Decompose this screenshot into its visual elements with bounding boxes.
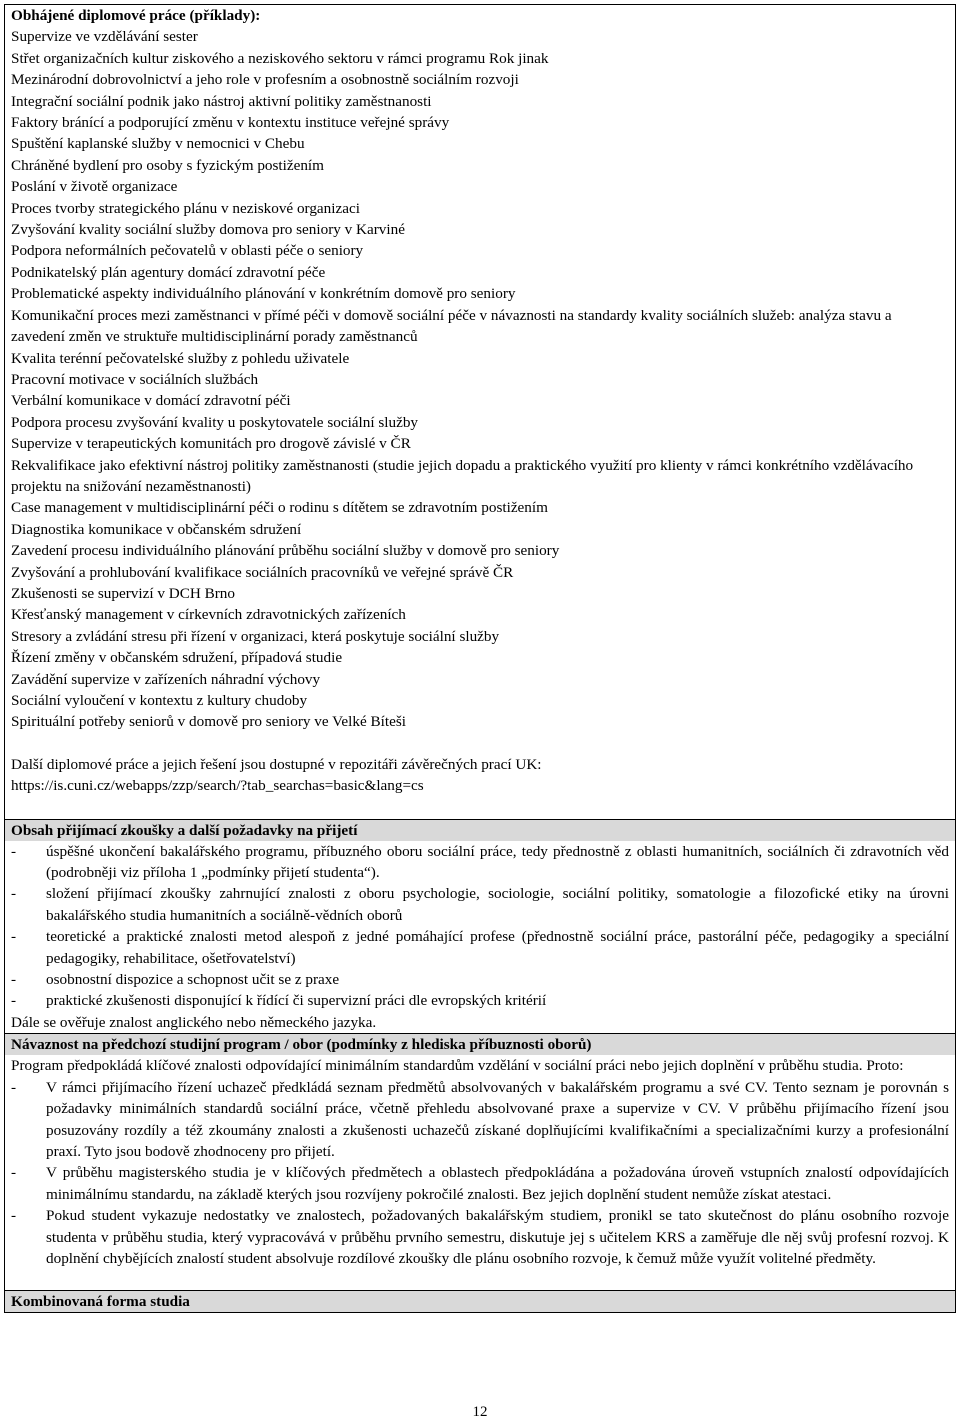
bullet-dash: - — [11, 1078, 17, 1096]
thesis-title: Komunikační proces mezi zaměstnanci v přímé péči v domově sociální péče v návaznosti na standardy kvality sociálních služeb: analýza stavu a zavedení změn ve struktuře multidisciplinární porady zaměstnanců — [11, 306, 892, 346]
bullet-text: praktické zkušenosti disponující k řídící či supervizní práci dle evropských kritérií — [46, 992, 547, 1010]
theses-list — [11, 26, 949, 732]
continuity-intro: Program předpokládá klíčové znalosti odpovídající minimálním standardům vzdělání v sociální práci nebo jejich doplnění v průběhu studia. Proto: — [11, 1057, 904, 1075]
thesis-title: Podpora neformálních pečovatelů v oblasti péče o seniory — [11, 242, 364, 260]
bullet-dash: - — [11, 1164, 17, 1182]
defended-theses-cell — [5, 5, 955, 819]
bullet-dash: - — [11, 971, 17, 989]
thesis-title: Integrační sociální podnik jako nástroj aktivní politiky zaměstnanosti — [11, 92, 432, 110]
thesis-title: Diagnostika komunikace v občanském sdružení — [11, 520, 302, 538]
continuity-point — [11, 1162, 949, 1205]
thesis-title: Supervize ve vzdělávání sester — [11, 28, 198, 46]
thesis-title: Pracovní motivace v sociálních službách — [11, 370, 259, 388]
thesis-title: Zvyšování kvality sociální služby domova pro seniory v Karviné — [11, 221, 405, 239]
thesis-title: Rekvalifikace jako efektivní nástroj politiky zaměstnanosti (studie jejich dopadu a praktického využití pro klienty v rámci konkrétního vzdělávacího projektu na snižování nezaměstnanosti) — [11, 456, 914, 495]
thesis-title: Podpora procesu zvyšování kvality u poskytovatele sociální služby — [11, 413, 419, 431]
thesis-title: Supervize v terapeutických komunitách pro drogově závislé v ČR — [11, 435, 411, 453]
admission-requirement — [11, 841, 949, 884]
bullet-text: Pokud student vykazuje nedostatky ve znalostech, požadovaných bakalářským studiem, pronikl se tato skutečnost do plánu osobního rozvoje studenta v průběhu studia, který vypracovává v průběhu prvního semestru, diskutuje jej s učitelem KRS a zaměřuje dle něj svůj profesní rozvoj. K doplnění chybějících znalostí student absolvuje rozdílové zkoušky dle plánu osobního rozvoje, k čemuž může využít volitelné předměty. — [46, 1207, 949, 1267]
continuity-bullets — [11, 1077, 949, 1270]
document-page — [4, 4, 956, 1313]
thesis-title: Sociální vyloučení v kontextu z kultury chudoby — [11, 692, 308, 709]
thesis-title: Křesťanský management v církevních zdravotnických zařízeních — [11, 606, 406, 624]
document-table — [4, 4, 956, 1313]
bullet-dash: - — [11, 1207, 17, 1225]
language-requirement: Dále se ověřuje znalost anglického nebo německého jazyka. — [11, 1013, 377, 1031]
bullet-text: V průběhu magisterského studia je v klíčových předmětech a oblastech předpokládána a požadována úroveň vstupních znalostí odpovídajících minimálnímu standardu, na základě kterých jsou rozvíjeny pokročilé znalosti. Bez jejich doplnění student nemůže získat atestaci. — [46, 1164, 949, 1203]
page-number: 12 — [472, 1404, 488, 1420]
bullet-text: složení přijímací zkoušky zahrnující znalosti z oboru psychologie, sociologie, sociální politiky, somatologie a filozofické etiky na úrovni bakalářského studia humanitních a sociálně-vědních oborů — [46, 885, 949, 924]
repository-link[interactable]: https://is.cuni.cz/webapps/zzp/search/?tab_searchas=basic&lang=cs — [11, 777, 424, 795]
admission-requirement — [11, 883, 949, 926]
thesis-title: Case management v multidisciplinární péči o rodinu s dítětem se zdravotním postižením — [11, 499, 548, 517]
thesis-title: Spuštění kaplanské služby v nemocnici v Chebu — [11, 135, 305, 153]
admission-requirement — [11, 990, 949, 1011]
continuity-point — [11, 1205, 949, 1269]
thesis-title: Podnikatelský plán agentury domácí zdravotní péče — [11, 263, 326, 281]
thesis-title: Mezinárodní dobrovolnictví a jeho role v profesním a osobnostně sociálním rozvoji — [11, 71, 519, 89]
thesis-title: Chráněné bydlení pro osoby s fyzickým postižením — [11, 156, 324, 174]
thesis-title: Stresory a zvládání stresu při řízení v organizaci, která poskytuje sociální služby — [11, 627, 500, 645]
thesis-title: Faktory bránící a podporující změnu v kontextu instituce veřejné správy — [11, 114, 450, 132]
bullet-dash: - — [11, 842, 17, 860]
continuity-point — [11, 1077, 949, 1163]
thesis-title: Proces tvorby strategického plánu v neziskové organizaci — [11, 199, 360, 217]
thesis-title: Zvyšování a prohlubování kvalifikace sociálních pracovníků ve veřejné správě ČR — [11, 563, 514, 581]
thesis-title: Spirituální potřeby seniorů v domově pro seniory ve Velké Bíteši — [11, 713, 406, 731]
thesis-title: Problematické aspekty individuálního plánování v konkrétním domově pro seniory — [11, 285, 516, 303]
continuity-heading: Návaznost na předchozí studijní program / obor (podmínky z hlediska příbuznosti oborů) — [5, 1033, 955, 1055]
continuity-body — [5, 1055, 955, 1290]
defended-theses-heading: Obhájené diplomové práce (příklady): — [11, 7, 261, 24]
thesis-title: Zkušenosti se supervizí v DCH Brno — [11, 584, 235, 602]
bullet-dash: - — [11, 928, 17, 946]
admission-requirement — [11, 926, 949, 969]
thesis-title: Zavedení procesu individuálního plánování průběhu sociální služby v domově pro seniory — [11, 542, 560, 560]
bullet-text: úspěšné ukončení bakalářského programu, příbuzného oboru sociální práce, tedy přednostně z oblasti humanitních, sociálních či zdravotních věd (podrobněji viz příloha 1 „podmínky přijetí studenta“). — [46, 842, 949, 882]
admission-bullets — [11, 841, 949, 1012]
bullet-text: V rámci přijímacího řízení uchazeč předkládá seznam předmětů absolvovaných v bakalářském programu a své CV. Tento seznam je porovnán s požadavky minimálních standardů sociální práce, včetně přehledu absolvované praxe a supervize v CV. V průběhu přijímacího řízení jsou posuzovány rozdíly a též zkoumány znalosti a zkušenosti uchazečů získané doplňujícími kvalifikačními a specializačními kurzy a profesionální praxí. Tyto jsou bodově zhodnoceny pro přijetí. — [46, 1078, 949, 1160]
thesis-title: Poslání v životě organizace — [11, 178, 178, 196]
thesis-title: Verbální komunikace v domácí zdravotní péči — [11, 392, 291, 410]
admission-requirement — [11, 969, 949, 990]
thesis-title: Střet organizačních kultur ziskového a neziskového sektoru v rámci programu Rok jinak — [11, 49, 549, 67]
bullet-dash: - — [11, 885, 17, 903]
admission-body — [5, 841, 955, 1034]
bullet-text: teoretické a praktické znalosti metod alespoň z jedné pomáhající profese (přednostně sociální práce, pastorální péče, pedagogiky a speciální pedagogiky, rehabilitace, ošetřovatelství) — [46, 928, 949, 967]
bullet-text: osobnostní dispozice a schopnost učit se z praxe — [46, 971, 340, 989]
thesis-title: Kvalita terénní pečovatelské služby z pohledu uživatele — [11, 349, 350, 367]
thesis-title: Zavádění supervize v zařízeních náhradní výchovy — [11, 670, 321, 688]
thesis-title: Řízení změny v občanském sdružení, případová studie — [11, 649, 343, 667]
bullet-dash: - — [11, 992, 17, 1010]
admission-heading: Obsah přijímací zkoušky a další požadavky na přijetí — [5, 819, 955, 841]
more-theses-text: Další diplomové práce a jejich řešení jsou dostupné v repozitáři závěrečných prací UK: — [11, 755, 542, 773]
combined-form-heading: Kombinovaná forma studia — [5, 1290, 955, 1312]
